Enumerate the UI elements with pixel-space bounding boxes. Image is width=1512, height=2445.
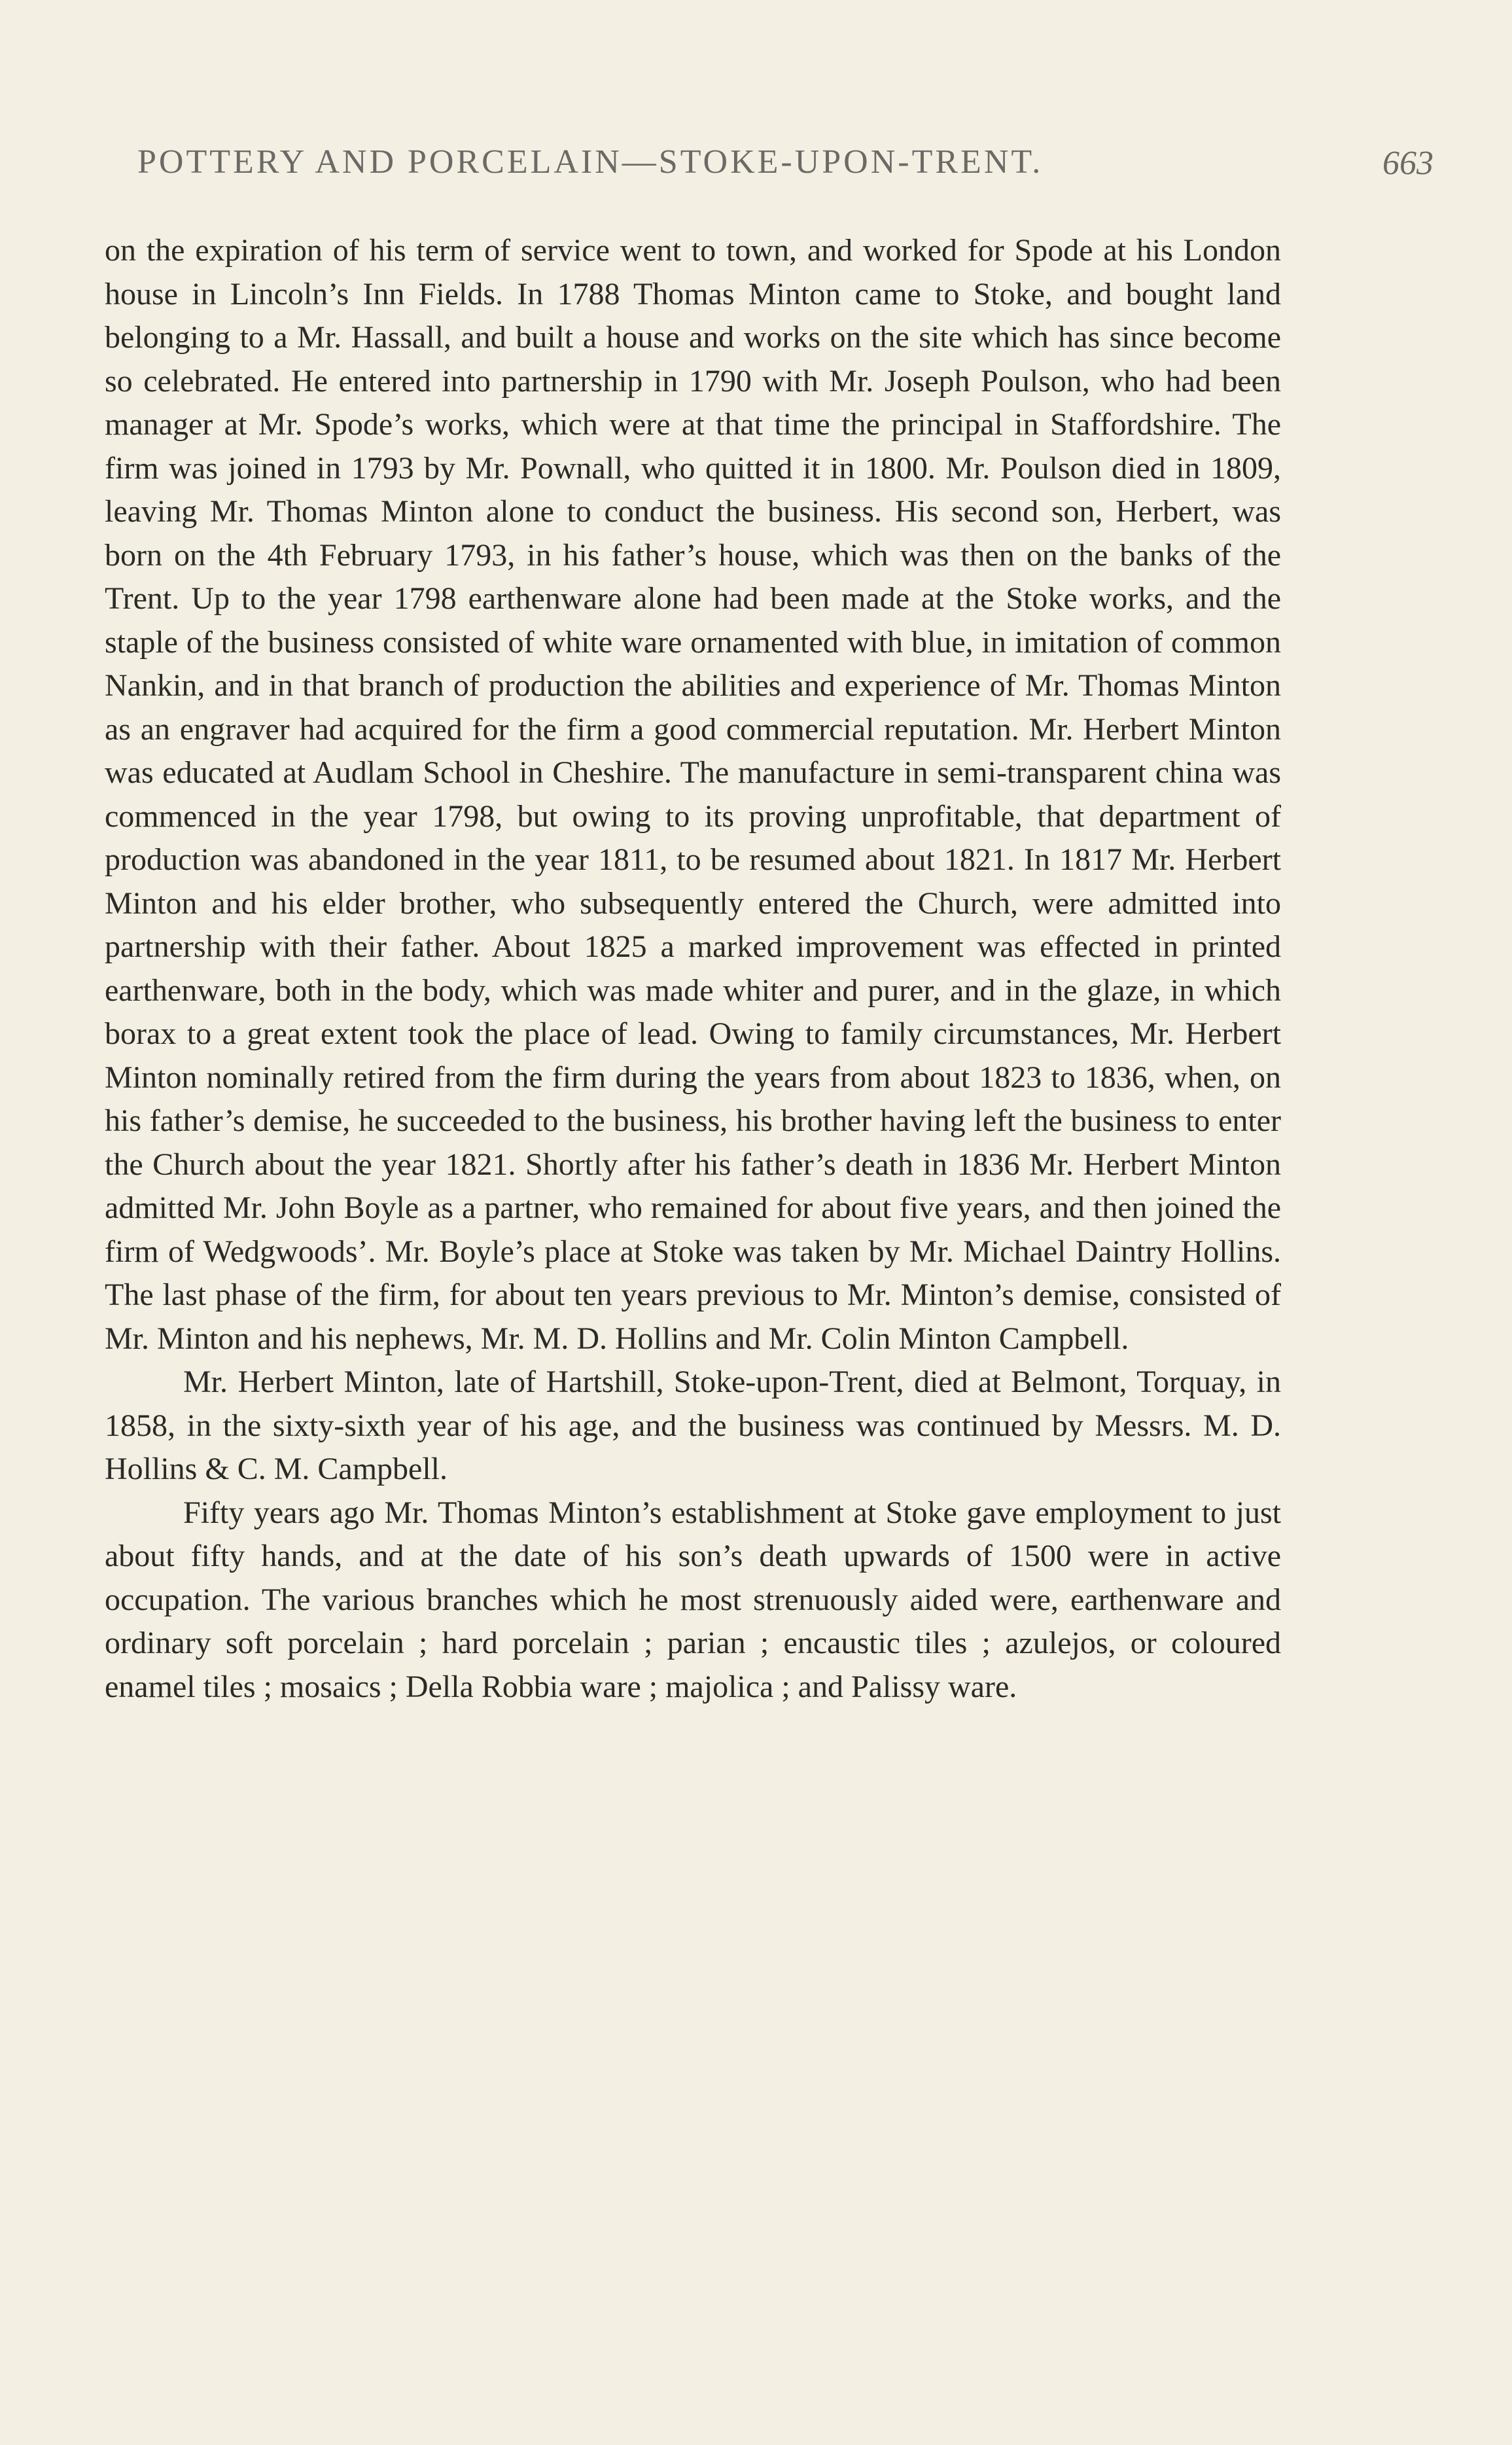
header-title: POTTERY AND PORCELAIN—STOKE-UPON-TRENT. bbox=[137, 143, 1044, 181]
running-header bbox=[105, 143, 1433, 188]
paragraph-3: Fifty years ago Mr. Thomas Minton’s establishment at Stoke gave employment to just about fifty hands, and at the date of his son’s death upwards of 1500 were in active occupation. The various branches which he most strenuously aided were, earthenware and ordinary soft porcelain ; hard porcelain ; parian ; encaustic tiles ; azulejos, or coloured enamel tiles ; mosaics ; Della Robbia ware ; majolica ; and Palissy ware. bbox=[105, 1495, 1281, 1704]
paragraph-1: on the expiration of his term of service went to town, and worked for Spode at his London house in Lincoln’s Inn Fields. In 1788 Thomas Minton came to Stoke, and bought land belonging to a Mr. Hassall, and built a house and works on the site which has since become so celebrated. He entered into partnership in 1790 with Mr. Joseph Poulson, who had been manager at Mr. Spode’s works, which were at that time the principal in Staffordshire. The firm was joined in 1793 by Mr. Pownall, who quitted it in 1800. Mr. Poulson died in 1809, leaving Mr. Thomas Minton alone to conduct the business. His second son, Herbert, was born on the 4th February 1793, in his father’s house, which was then on the banks of the Trent. Up to the year 1798 earthenware alone had been made at the Stoke works, and the staple of the business consisted of white ware ornamented with blue, in imitation of common Nankin, and in that branch of production the abilities and experience of Mr. Thomas Minton as an engraver had acquired for the firm a good commercial reputation. Mr. Herbert Minton was educated at Audlam School in Cheshire. The manufacture in semi-transparent china was commenced in the year 1798, but owing to its proving unprofitable, that department of production was abandoned in the year 1811, to be resumed about 1821. In 1817 Mr. Herbert Minton and his elder brother, who subsequently entered the Church, were admitted into partnership with their father. About 1825 a marked improvement was effected in printed earthenware, both in the body, which was made whiter and purer, and in the glaze, in which borax to a great extent took the place of lead. Owing to family circumstances, Mr. Herbert Minton nominally retired from the firm during the years from about 1823 to 1836, when, on his father’s demise, he succeeded to the business, his brother having left the business to enter the Church about the year 1821. Shortly after his father’s death in 1836 Mr. Herbert Minton admitted Mr. John Boyle as a partner, who remained for about five years, and then joined the firm of Wedgwoods’. Mr. Boyle’s place at Stoke was taken by Mr. Michael Daintry Hollins. The last phase of the firm, for about ten years previous to Mr. Minton’s demise, consisted of Mr. Minton and his nephews, Mr. M. D. Hollins and Mr. Colin Minton Campbell. bbox=[105, 233, 1281, 1356]
body-text bbox=[105, 229, 1281, 1709]
paragraph-2: Mr. Herbert Minton, late of Hartshill, Stoke-upon-Trent, died at Belmont, Torquay, in 1858, in the sixty-sixth year of his age, and the business was continued by Messrs. M. D. Hollins & C. M. Campbell. bbox=[105, 1365, 1281, 1486]
page-number: 663 bbox=[1382, 145, 1433, 182]
